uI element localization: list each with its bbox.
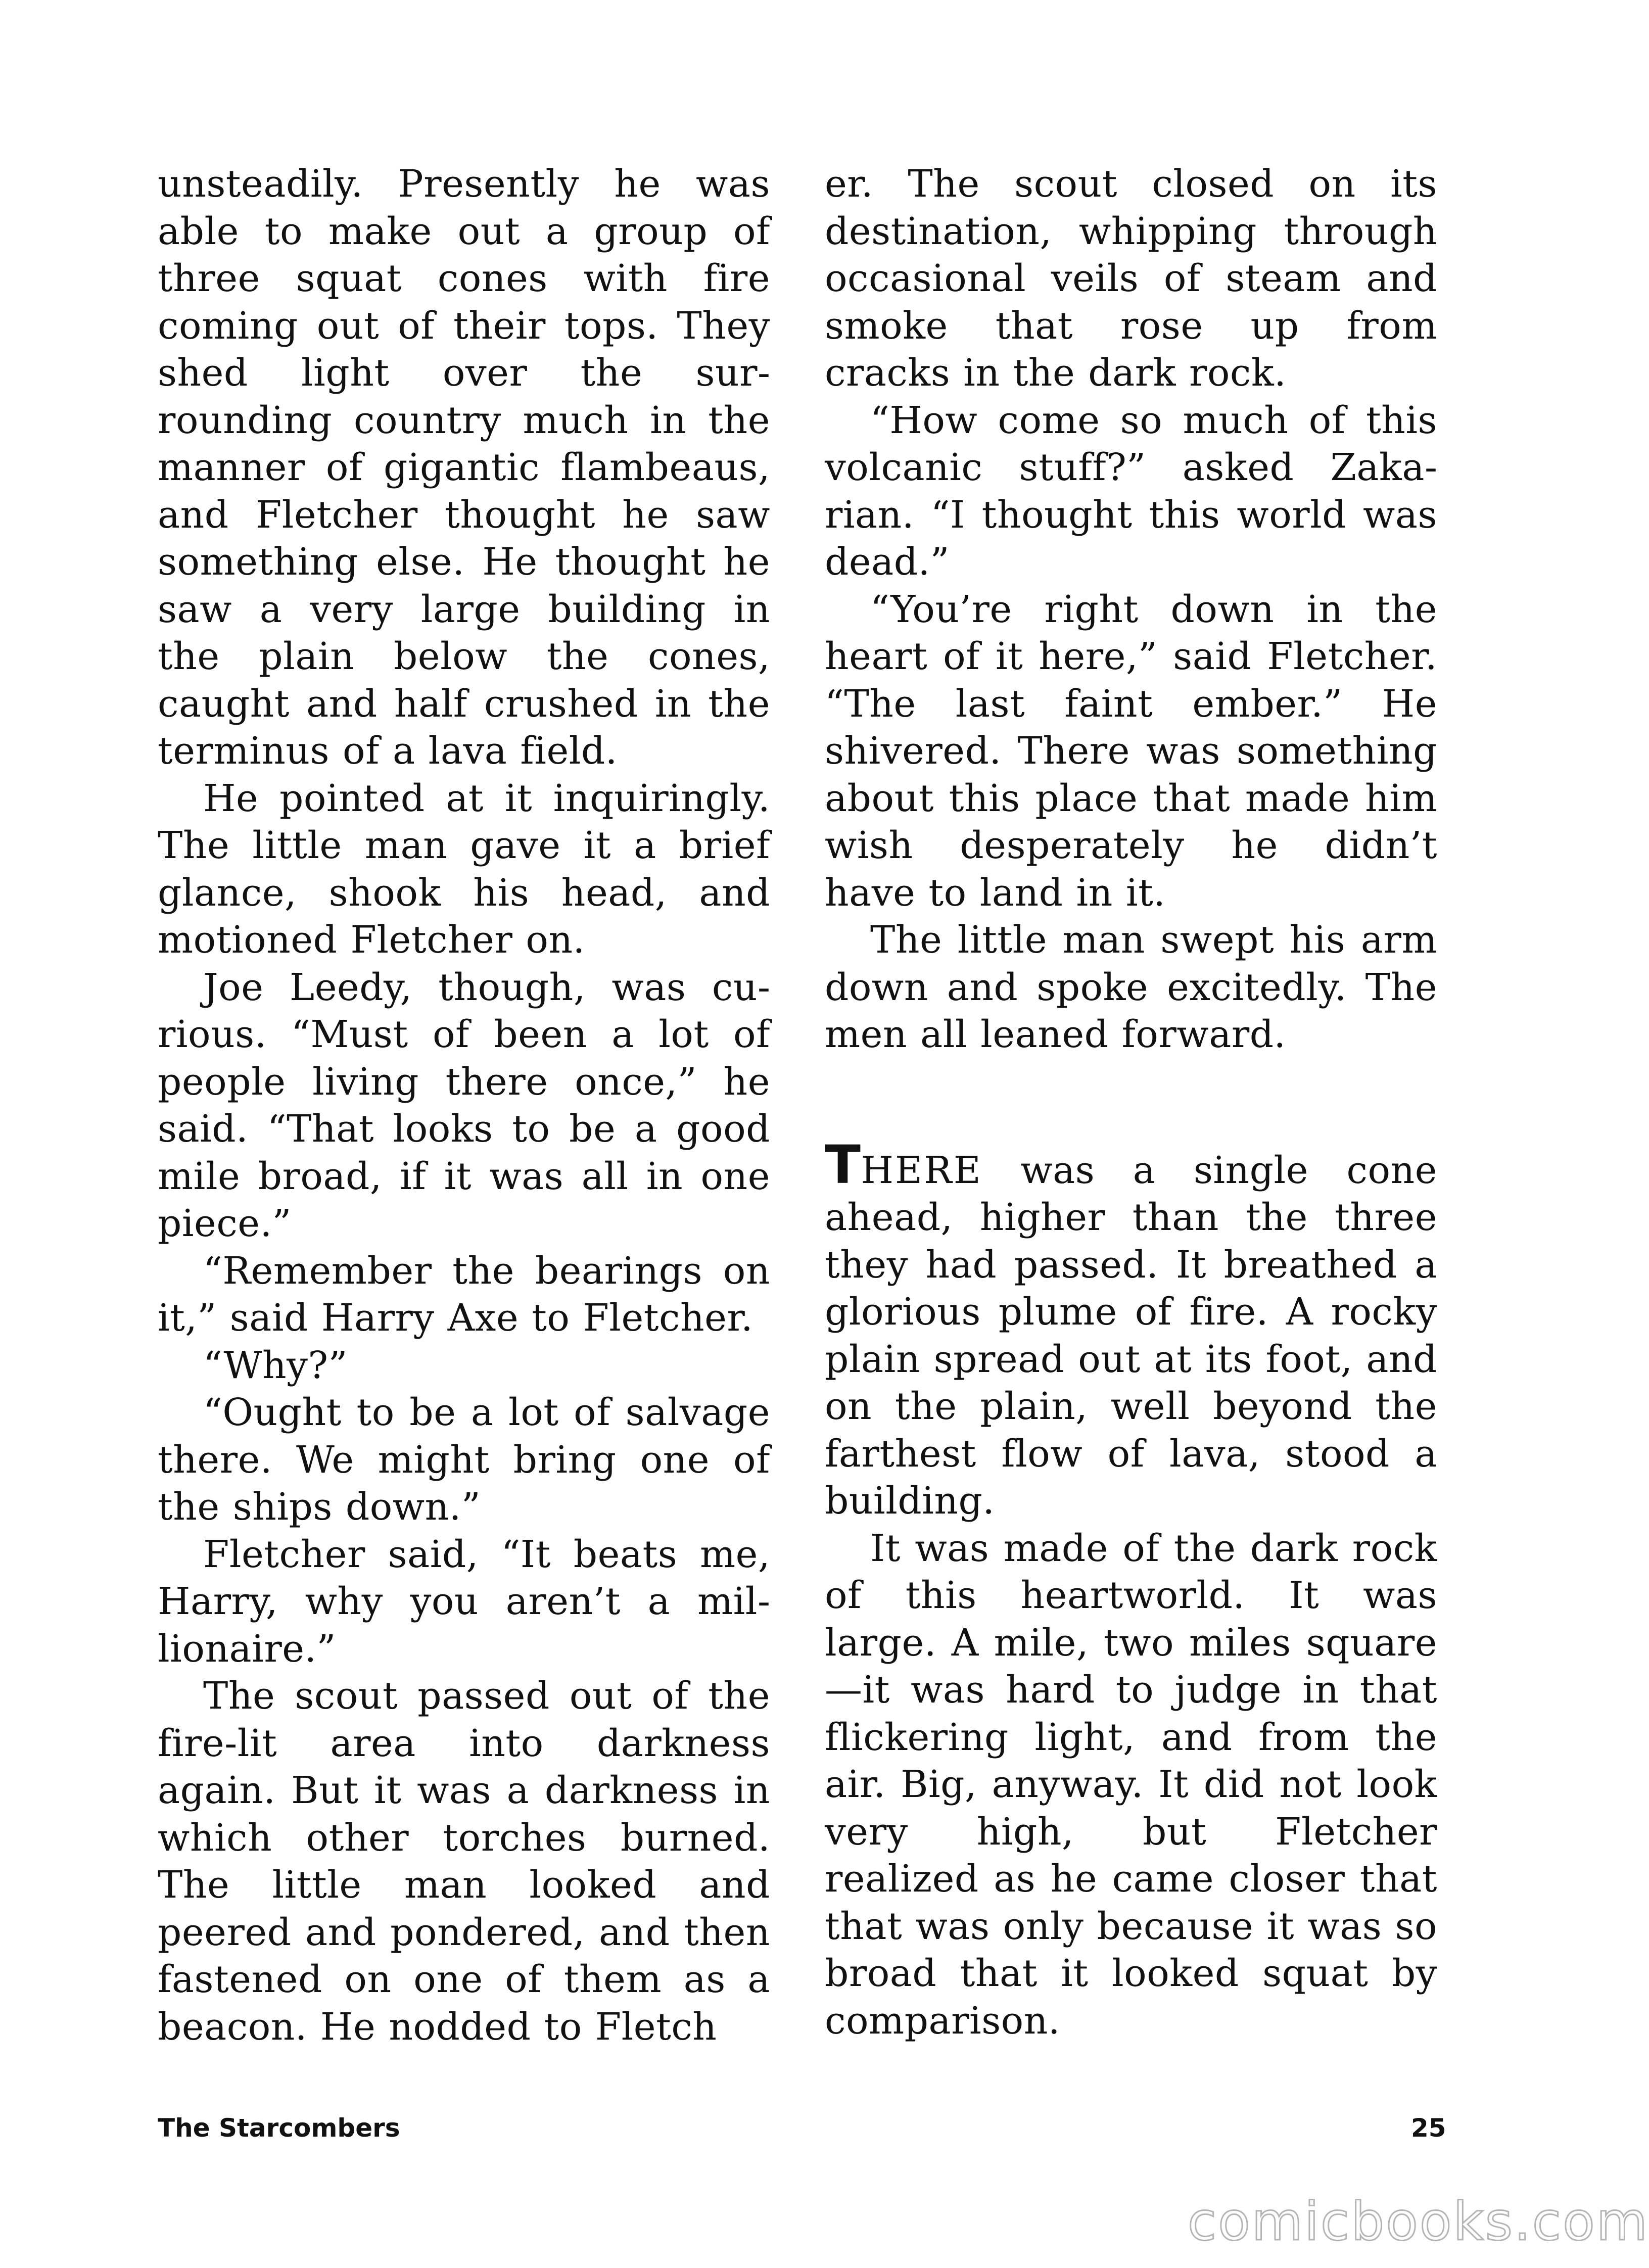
right-text-column [825,161,1437,2045]
watermark: comicbooks.com [1188,2191,1649,2252]
paragraph: “Ought to be a lot of salvage there. We might bring one of the ships down.” [158,1391,770,1529]
page-number: 25 [1411,2113,1446,2143]
paragraph: er. The scout closed on its destination, whipping through occasional veils of steam and smoke that rose up from cracks in the dark rock. [825,162,1437,395]
small-caps-lead: HERE [861,1148,982,1192]
paragraph: It was made of the dark rock of this heartworld. It was large. A mile, two miles square—it was hard to judge in that flickering light, and from the air. Big, anyway. It did not look very high, but Fletcher realized as he came closer that that was only because it was so broad that it looked squat by comparison. [825,1526,1437,2043]
paragraph: The scout passed out of the fire-lit area into darkness again. But it was a darkness in which other torches burned. The little man looked and peered and pondered, and then fastened on one of them as a beacon. He nodded to Fletch [158,1674,770,2049]
footer-story-title: The Starcombers [158,2113,400,2143]
drop-cap: T [825,1133,861,1196]
paragraph: “How come so much of this volcanic stuff?” asked Zakarian. “I thought this world was dead.” [825,398,1437,584]
paragraph: “You’re right down in the heart of it here,” said Fletcher. “The last faint ember.” He shivered. There was something about this place that made him wish desperately he didn’t have to land in it. [825,587,1437,915]
paragraph: Fletcher said, “It beats me, Harry, why you aren’t a millionaire.” [158,1532,770,1671]
paragraph: unsteadily. Presently he was able to make out a group of three squat cones with fire coming out of their tops. They shed light over the surrounding country much in the manner of gigantic flambeaus, and Fletcher thought he saw something else. He thought he saw a very large building in the plain below the cones, caught and half crushed in the terminus of a lava field. [158,162,770,773]
paragraph: The little man swept his arm down and spoke excitedly. The men all leaned forward. [825,918,1437,1056]
paragraph: Joe Leedy, though, was curious. “Must of been a lot of people living there once,” he said. “That looks to be a good mile broad, if it was all in one piece.” [158,965,770,1245]
paragraph: He pointed at it inquiringly. The little man gave it a brief glance, shook his head, and motioned Fletcher on. [158,776,770,962]
section-opening-paragraph [825,1133,1437,1525]
paragraph: “Why?” [203,1343,348,1387]
left-text-column [158,161,770,2051]
paragraph: “Remember the bearings on it,” said Harry Axe to Fletcher. [158,1249,770,1340]
paragraph-text: was a single cone ahead, higher than the three they had passed. It breathed a glorious plume of fire. A rocky plain spread out at its foot, and on the plain, well beyond the farthest flow of lava, stood a building. [825,1148,1437,1523]
